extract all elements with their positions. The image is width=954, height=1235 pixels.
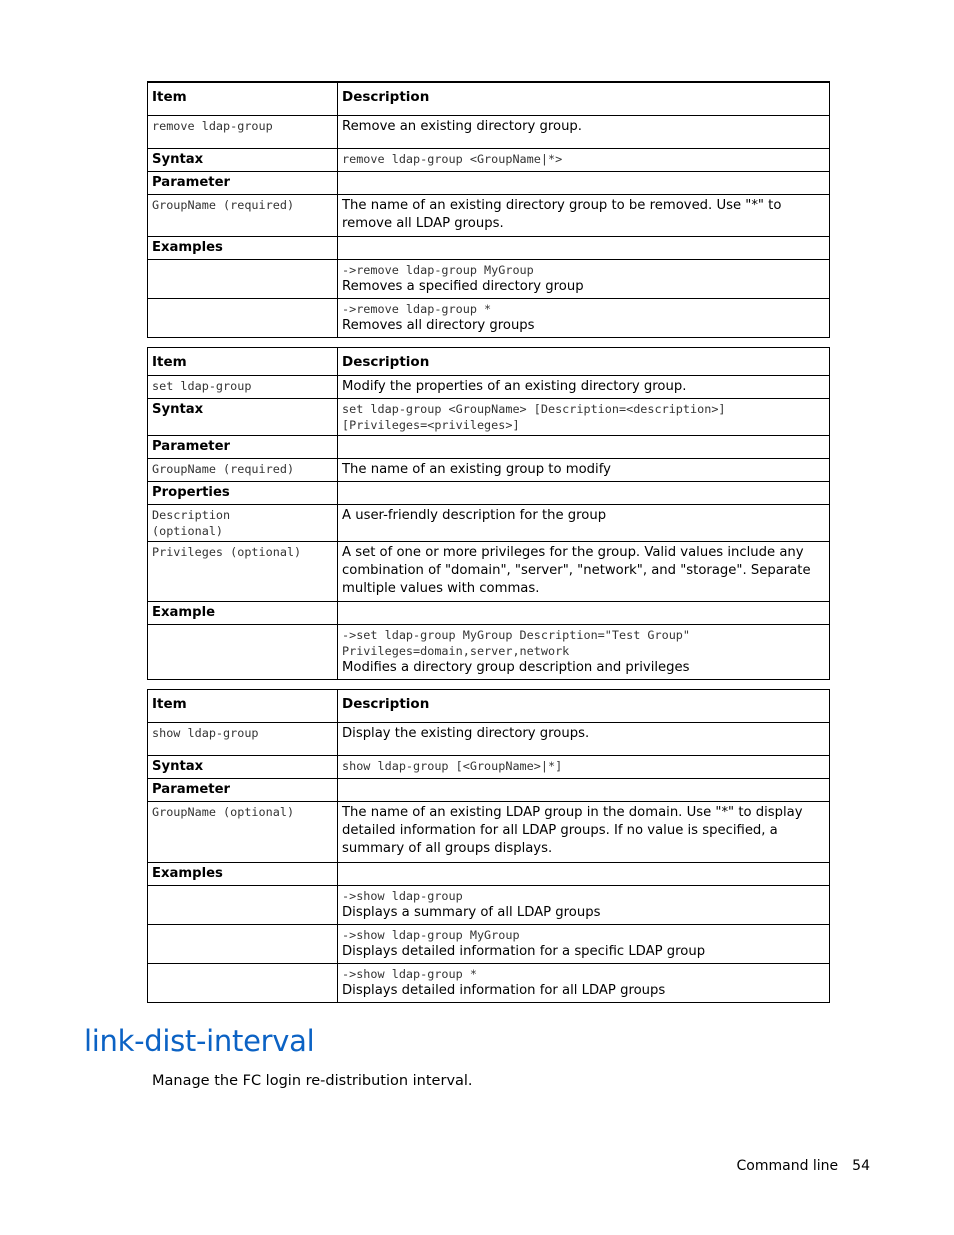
show-ldap-group-table [147,689,830,1003]
remove-ldap-group-table [147,81,830,338]
item-header: Item [148,348,338,376]
command-description: Display the existing directory groups. [342,726,590,741]
footer-label: Command line [736,1158,839,1174]
page-footer [737,1158,871,1174]
syntax-label: Syntax [152,759,204,774]
param-description: The name of an existing LDAP group in the domain. Use "*" to display detailed information for all LDAP groups. If no value is specified, a summary of all groups displays. [342,805,803,856]
command-name: set ldap-group [152,379,252,393]
description-header: Description [338,82,830,115]
examples-label: Examples [152,239,223,255]
command-name: show ldap-group [152,726,259,740]
property-name-qualifier: (optional) [152,524,224,538]
example-label: Example [152,605,216,620]
command-description: Modify the properties of an existing directory group. [342,379,687,394]
description-header: Description [338,348,830,376]
syntax-line-2: [Privileges=<privileges>] [342,418,520,432]
param-name: GroupName (required) [152,197,295,212]
example-code: ->remove ldap-group MyGroup [342,262,534,277]
example-code: ->remove ldap-group * [342,301,492,316]
example-description: Displays detailed information for a specific LDAP group [342,944,706,959]
property-name: Privileges (optional) [152,545,302,559]
property-description: A user-friendly description for the group [342,508,607,523]
item-header: Item [148,690,338,723]
examples-label: Examples [152,866,223,881]
item-header: Item [148,82,338,115]
property-description: A set of one or more privileges for the group. Valid values include any combination of "domain", "server", "network", and "storage". Separate multiple values with commas. [342,545,811,596]
property-name: Description [152,508,231,522]
syntax-label: Syntax [152,402,204,417]
param-name: GroupName (required) [152,462,295,476]
description-header: Description [338,690,830,723]
section-intro: Manage the FC login re-distribution interval. [152,1073,473,1089]
syntax-label: Syntax [152,151,204,167]
properties-label: Properties [152,485,230,500]
example-code: ->show ldap-group * [342,967,477,981]
set-ldap-group-table [147,347,830,680]
command-name: remove ldap-group [152,118,273,133]
example-description: Displays detailed information for all LDAP groups [342,983,666,998]
command-description: Remove an existing directory group. [342,118,582,134]
example-code-line-2: Privileges=domain,server,network [342,644,570,658]
syntax-text: show ldap-group [<GroupName>|*] [342,759,563,773]
example-code: ->show ldap-group MyGroup [342,928,520,942]
section-heading: link-dist-interval [84,1024,315,1058]
example-code: ->show ldap-group [342,889,463,903]
example-description: Removes all directory groups [342,317,535,333]
syntax-line-1: set ldap-group <GroupName> [Description=<description>] [342,402,726,416]
example-code-line-1: ->set ldap-group MyGroup Description="Test Group" [342,628,691,642]
example-description: Removes a specified directory group [342,278,584,294]
page-number: 54 [852,1158,870,1174]
param-description: The name of an existing group to modify [342,462,611,477]
param-description: The name of an existing directory group to be removed. Use "*" to remove all LDAP groups. [342,197,782,231]
parameter-label: Parameter [152,174,231,190]
parameter-label: Parameter [152,782,231,797]
example-description: Displays a summary of all LDAP groups [342,905,601,920]
param-name: GroupName (optional) [152,805,295,819]
example-description: Modifies a directory group description and privileges [342,660,690,675]
syntax-text: remove ldap-group <GroupName|*> [342,151,563,166]
parameter-label: Parameter [152,439,231,454]
